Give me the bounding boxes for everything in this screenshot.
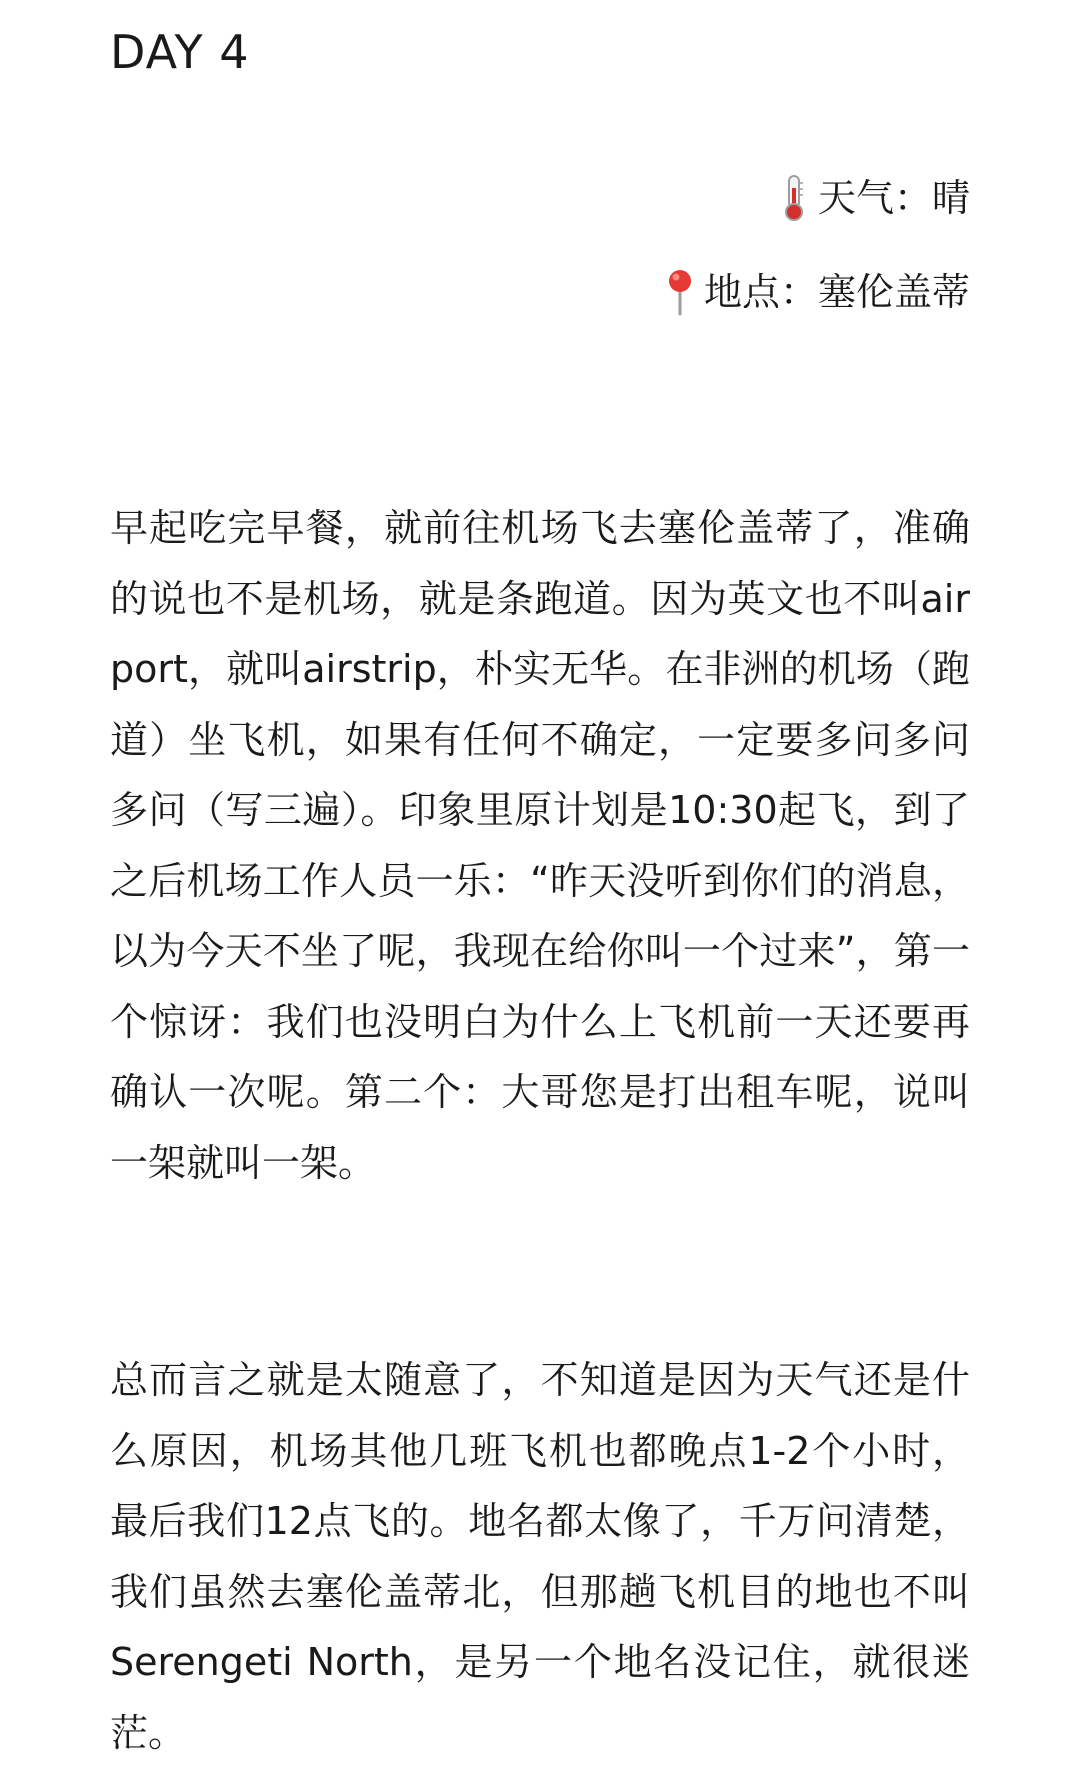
round-pushpin-icon: [660, 266, 700, 318]
thermometer-icon: [774, 172, 814, 224]
weather-line: [774, 168, 970, 228]
page-title: DAY 4: [110, 25, 250, 79]
location-text: 地点：塞伦盖蒂: [703, 270, 970, 314]
paragraph-1: 早起吃完早餐，就前往机场飞去塞伦盖蒂了，准确的说也不是机场，就是条跑道。因为英文也不叫airport，就叫airstrip，朴实无华。在非洲的机场（跑道）坐飞机，如果有任何不确定，一定要多问多问多问（写三遍）。印象里原计划是10:30起飞，到了之后机场工作人员一乐：“昨天没听到你们的消息，以为今天不坐了呢，我现在给你叫一个过来”，第一个惊讶：我们也没明白为什么上飞机前一天还要再确认一次呢。第二个：大哥您是打出租车呢，说叫一架就叫一架。: [110, 506, 970, 1185]
paragraph-2: 总而言之就是太随意了，不知道是因为天气还是什么原因，机场其他几班飞机也都晚点1-2个小时，最后我们12点飞的。地名都太像了，千万问清楚，我们虽然去塞伦盖蒂北，但那趟飞机目的地也不叫Serengeti North，是另一个地名没记住，就很迷茫。: [110, 1358, 970, 1755]
weather-text: 天气：晴: [817, 176, 970, 220]
location-line: [660, 262, 970, 322]
